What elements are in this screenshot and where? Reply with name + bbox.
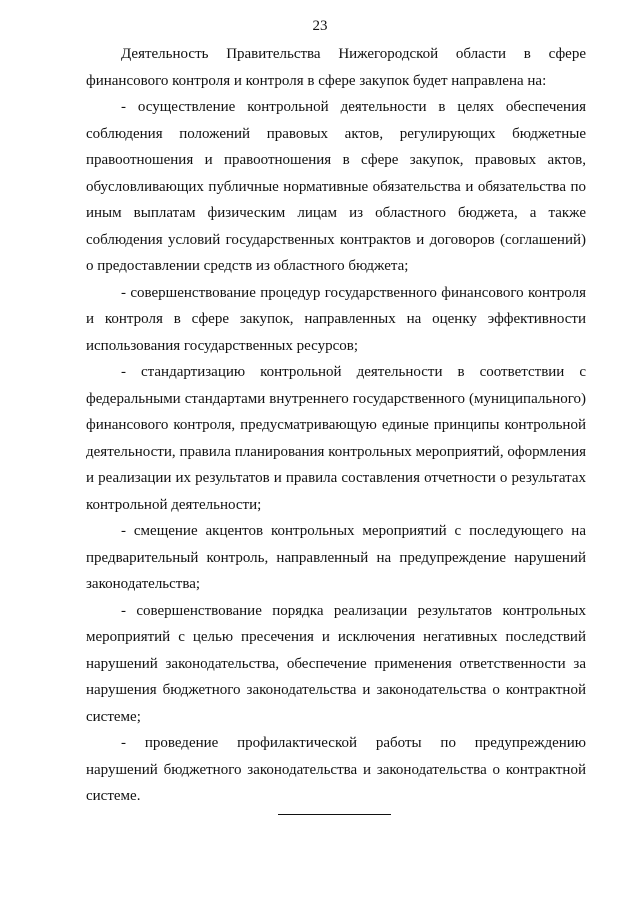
list-item-procedures-improvement: - совершенствование процедур государственного финансового контроля и контроля в сфере закупок, направленных на оценку эффективности использования государственных ресурсов; xyxy=(86,284,586,354)
list-item-prevention-work: - проведение профилактической работы по предупреждению нарушений бюджетного законодательства и законодательства о контрактной системе. xyxy=(86,735,586,804)
list-item-preliminary-control: - смещение акцентов контрольных мероприятий с последующего на предварительный контроль, направленный на предупреждение нарушений законодательства; xyxy=(86,523,586,592)
intro-paragraph: Деятельность Правительства Нижегородской области в сфере финансового контроля и контроля в сфере закупок будет направлена на: xyxy=(86,46,586,89)
page-number: 23 xyxy=(312,18,328,34)
list-item-standardization: - стандартизацию контрольной деятельности в соответствии с федеральными стандартами внутреннего государственного (муниципального) финансового контроля, предусматривающую единые принципы контрольной деятельности, правила планирования контрольных мероприятий, оформления и реализации их результатов и правила составления отчетности о результатах контрольной деятельности; xyxy=(86,364,586,513)
list-item-control-activity: - осуществление контрольной деятельности в целях обеспечения соблюдения положений правовых актов, регулирующих бюджетные правоотношения и правоотношения в сфере закупок, правовых актов, обусловливающих публичные нормативные обязательства и обязательства по иным выплатам физическим лицам из областного бюджета, а также соблюдения условий государственных контрактов и договоров (соглашений) о предоставлении средств из областного бюджета; xyxy=(86,99,586,274)
document-body xyxy=(86,41,586,810)
closing-rule xyxy=(278,814,391,815)
list-item-results-implementation: - совершенствование порядка реализации результатов контрольных мероприятий с целью пресечения и исключения негативных последствий нарушений законодательства, обеспечение применения ответственности за нарушения бюджетного законодательства и законодательства о контрактной системе; xyxy=(86,602,586,725)
